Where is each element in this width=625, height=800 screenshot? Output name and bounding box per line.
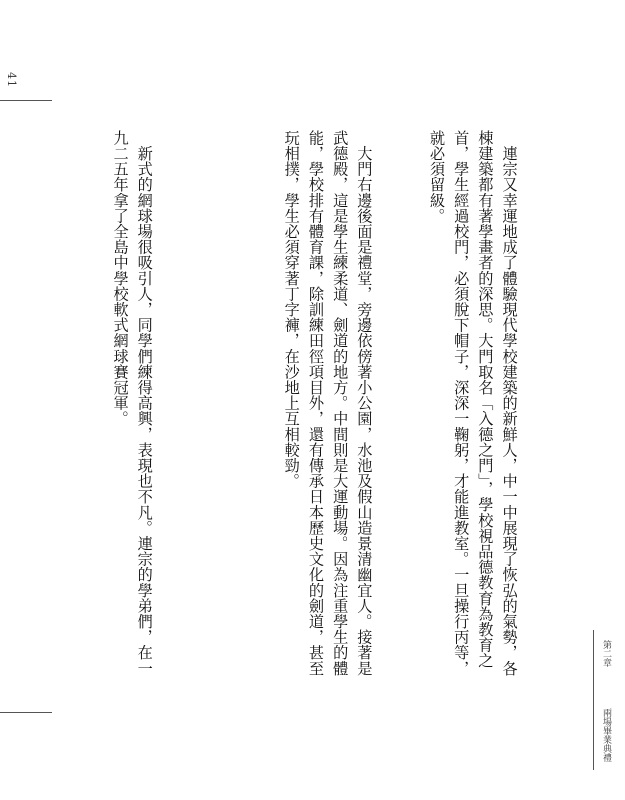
book-title: 兩場畢業典禮 (601, 708, 611, 762)
left-margin-rule-top (0, 100, 52, 101)
left-margin-rule-bottom (0, 712, 52, 713)
paragraph-1: 連宗又幸運地成了體驗現代學校建築的新鮮人，中一中展現了恢弘的氣勢，各棟建築都有著學畫者的深思。大門取名「入德之門」，學校視品德教育為教育之首，學生經過校門，必須脫下帽子，深深一鞠躬，才能進教室。一旦操行丙等，就必須留級。 (427, 130, 519, 676)
page-number: 41 (5, 72, 18, 88)
right-margin-rule (593, 630, 594, 770)
paragraph-gap (34, 130, 60, 690)
paragraph-2: 大門右邊後面是禮堂，旁邊依傍著小公園，水池及假山造景清幽宜人。接著是武德殿，這是學生練柔道、劍道的地方。中間則是大運動場。因為注重學生的體能，學校排有體育課，除訓練田徑項目外，還有傳承日本歷史文化的劍道，甚至玩相撲，學生必須穿著丁字褲，在沙地上互相較勁。 (282, 130, 374, 676)
body-text (0, 130, 570, 690)
chapter-label: 第二章 (601, 640, 611, 667)
paragraph-3: 新式的網球場很吸引人，同學們練得高興，表現也不凡。連宗的學弟們，在一九二五年拿了全島中學校軟式網球賽冠軍。 (111, 130, 154, 676)
paragraph-gap (205, 130, 231, 690)
